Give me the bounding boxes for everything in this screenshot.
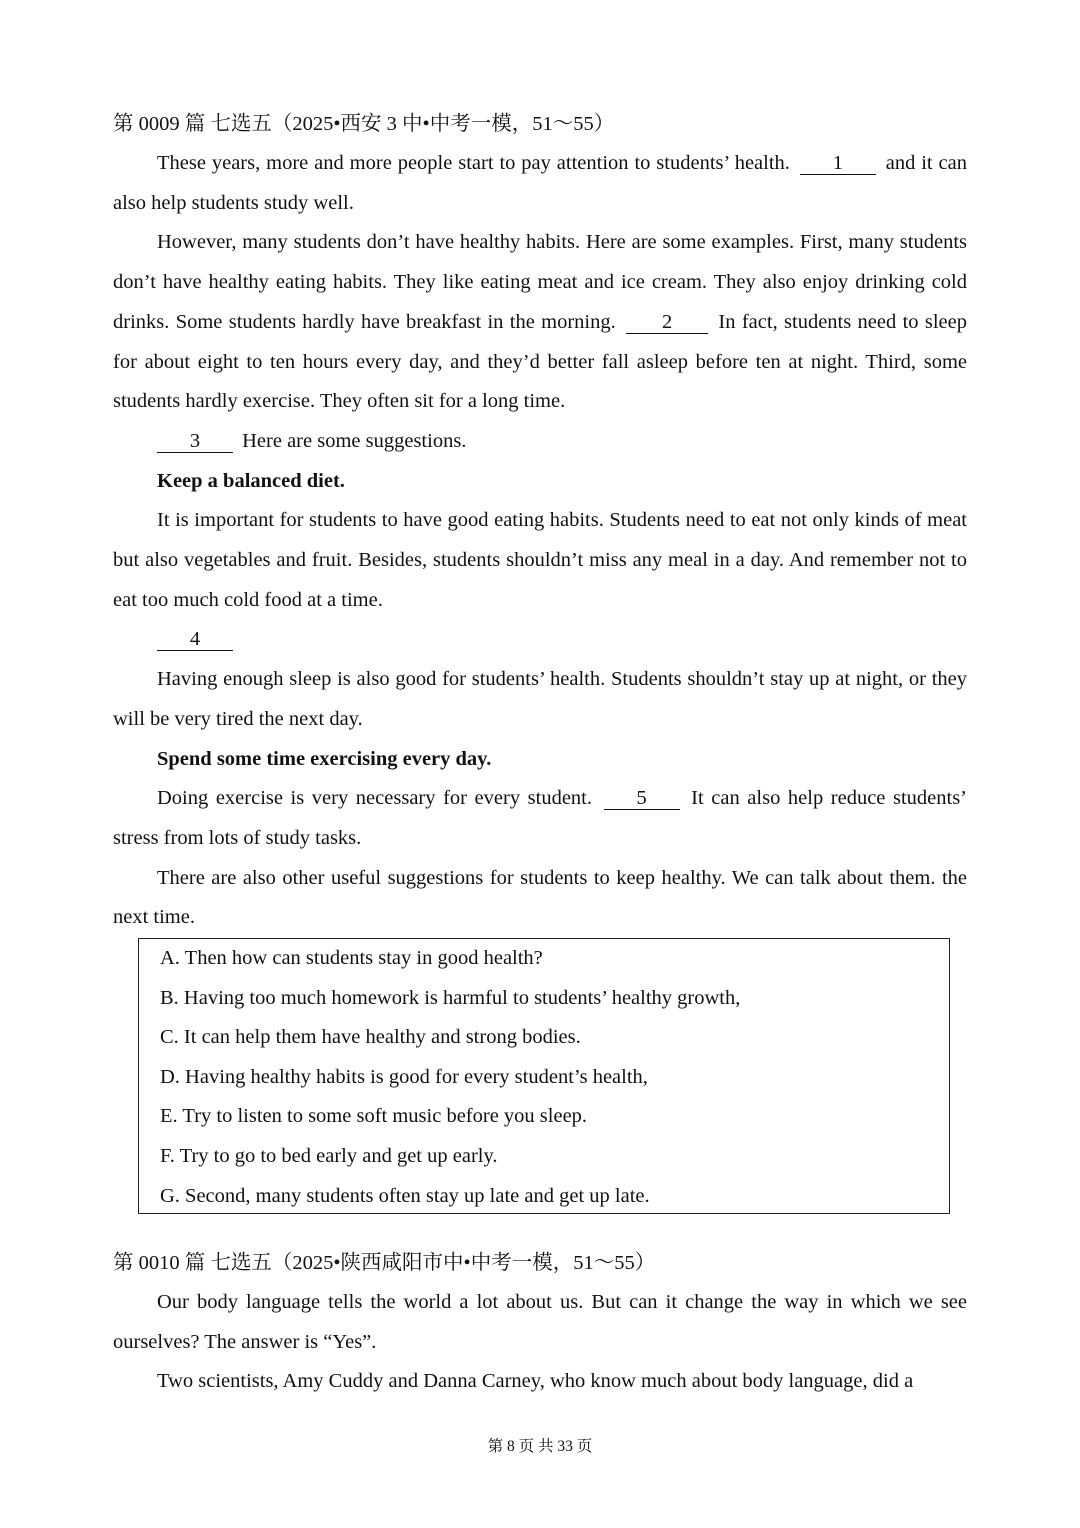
paragraph: Having enough sleep is also good for students’ health. Students shouldn’t stay up at night, or they will be very tired the next day. — [113, 668, 967, 730]
option-g: G. Second, many students often stay up late and get up late. — [160, 1184, 650, 1207]
paragraph-text: These years, more and more people start to pay attention to students’ health. — [157, 152, 790, 174]
answer-blank-1[interactable]: 1 — [800, 152, 876, 175]
paragraph — [113, 422, 967, 462]
paragraph-text: In fact, students need to sleep for about eight to ten hours every day, and they’d better fall asleep before ten at night. Third, some students hardly exercise. They often sit for a long time. — [113, 310, 968, 413]
paragraph — [113, 223, 967, 422]
paragraph — [113, 779, 967, 858]
options-box — [138, 938, 950, 1214]
paragraph: It is important for students to have good eating habits. Students need to eat not only kinds of meat but also vegetables and fruit. Besides, students shouldn’t miss any meal in a day. And remember not to eat too much cold food at a time. — [113, 509, 967, 611]
paragraph — [113, 620, 967, 660]
section-gap — [113, 1214, 967, 1243]
page-footer: 第 8 页 共 33 页 — [487, 1438, 593, 1455]
answer-blank-4[interactable]: 4 — [157, 628, 233, 651]
section-heading-0009: 第 0009 篇 七选五（2025•西安 3 中•中考一模，51～55） — [113, 113, 615, 135]
option-f: F. Try to go to bed early and get up early. — [160, 1145, 498, 1168]
paragraph-text: Doing exercise is very necessary for every student. — [157, 787, 592, 810]
paragraph-text: However, many students don’t have healthy habits. Here are some examples. First, many students don’t have healthy eating habits. They like eating meat and ice cream. They also enjoy drinking cold drinks. Some students hardly have breakfast in the morning. — [113, 231, 967, 333]
paragraph-text: and it can also help students study well. — [113, 152, 967, 214]
subheading-balanced-diet: Keep a balanced diet. — [157, 469, 345, 492]
subheading-exercise: Spend some time exercising every day. — [157, 747, 492, 770]
option-e: E. Try to listen to some soft music before you sleep. — [160, 1105, 588, 1128]
answer-blank-3[interactable]: 3 — [157, 430, 233, 453]
option-b: B. Having too much homework is harmful to students’ healthy growth, — [160, 986, 741, 1009]
page-content — [113, 104, 967, 1402]
paragraph: There are also other useful suggestions for students to keep healthy. We can talk about them. the next time. — [113, 866, 967, 929]
option-c: C. It can help them have healthy and strong bodies. — [160, 1026, 581, 1049]
answer-blank-5[interactable]: 5 — [604, 787, 680, 810]
answer-blank-2[interactable]: 2 — [626, 311, 708, 334]
section-heading-0010: 第 0010 篇 七选五（2025•陕西咸阳市中•中考一模，51～55） — [113, 1252, 656, 1275]
paragraph: Two scientists, Amy Cuddy and Danna Carney, who know much about body language, did a — [157, 1370, 914, 1393]
option-a: A. Then how can students stay in good health? — [160, 947, 543, 970]
option-d: D. Having healthy habits is good for every student’s health, — [160, 1065, 648, 1088]
paragraph: Our body language tells the world a lot about us. But can it change the way in which we see ourselves? The answer is “Yes”. — [113, 1291, 967, 1353]
paragraph-text: Here are some suggestions. — [237, 429, 467, 452]
paragraph-text: It can also help reduce students’ stress from lots of study tasks. — [113, 787, 968, 849]
paragraph — [113, 144, 967, 223]
